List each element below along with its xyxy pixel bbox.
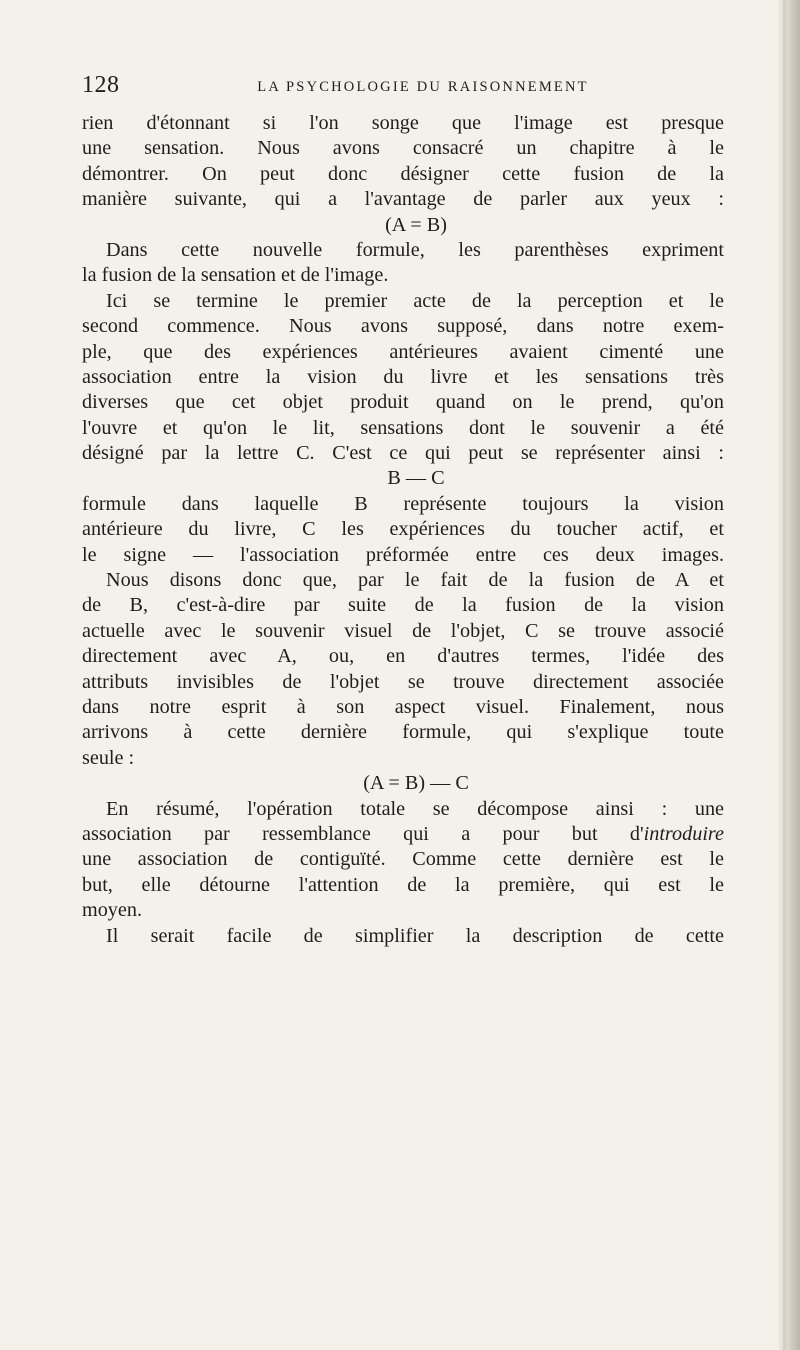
formula-fusion: (A = B) <box>385 213 447 236</box>
text-line: ple, que des expériences antérieures avaient cimenté une <box>82 340 724 363</box>
text-line: association entre la vision du livre et les sensations très <box>82 365 724 388</box>
text-line: une sensation. Nous avons consacré un chapitre à le <box>82 137 724 160</box>
text-line: but, elle détourne l'attention de la première, qui est le <box>82 873 724 896</box>
text-line: désigné par la lettre C. C'est ce qui peut se représenter ainsi : <box>82 442 724 465</box>
text-line: formule dans laquelle B représente toujours la vision <box>82 492 724 515</box>
text-line: diverses que cet objet produit quand on le prend, qu'on <box>82 391 724 414</box>
page-header <box>82 68 724 108</box>
page-edge-shadow <box>783 0 786 1350</box>
text-line: directement avec A, ou, en d'autres termes, l'idée des <box>82 645 724 668</box>
page-edge <box>778 0 800 1350</box>
text-line: moyen. <box>82 899 142 922</box>
text-segment: association par ressemblance qui a pour but d' <box>82 822 644 845</box>
text-line: une association de contiguïté. Comme cette dernière est le <box>82 848 724 871</box>
text-line-mixed <box>82 822 724 847</box>
text-line: Dans cette nouvelle formule, les parenthèses expriment <box>106 238 724 261</box>
text-line: attributs invisibles de l'objet se trouve directement associée <box>82 670 724 693</box>
text-line: Nous disons donc que, par le fait de la fusion de A et <box>106 569 724 592</box>
body-text <box>82 111 724 949</box>
text-line: Il serait facile de simplifier la description de cette <box>106 924 724 947</box>
formula-association: B — C <box>387 467 445 490</box>
text-line: antérieure du livre, C les expériences du toucher actif, et <box>82 518 724 541</box>
text-line: l'ouvre et qu'on le lit, sensations dont le souvenir a été <box>82 416 724 439</box>
text-line: seule : <box>82 746 135 769</box>
text-line: le signe — l'association préformée entre ces deux images. <box>82 543 724 566</box>
text-line: manière suivante, qui a l'avantage de parler aux yeux : <box>82 188 724 211</box>
text-line: second commence. Nous avons supposé, dans notre exem- <box>82 315 724 338</box>
text-line: Ici se termine le premier acte de la perception et le <box>106 289 724 312</box>
text-line: arrivons à cette dernière formule, qui s'explique toute <box>82 721 724 744</box>
text-line: actuelle avec le souvenir visuel de l'objet, C se trouve associé <box>82 619 724 642</box>
page-number: 128 <box>82 72 120 98</box>
italic-word: introduire <box>643 822 724 845</box>
formula-final: (A = B) — C <box>363 772 469 795</box>
running-head: LA PSYCHOLOGIE DU RAISONNEMENT <box>257 79 589 95</box>
text-line: de B, c'est-à-dire par suite de la fusion de la vision <box>82 594 724 617</box>
text-line: démontrer. On peut donc désigner cette fusion de la <box>82 162 724 185</box>
text-line: rien d'étonnant si l'on songe que l'image est presque <box>82 112 724 134</box>
text-line: dans notre esprit à son aspect visuel. Finalement, nous <box>82 695 724 718</box>
text-line: En résumé, l'opération totale se décompose ainsi : une <box>106 797 724 820</box>
text-line: la fusion de la sensation et de l'image. <box>82 264 389 287</box>
